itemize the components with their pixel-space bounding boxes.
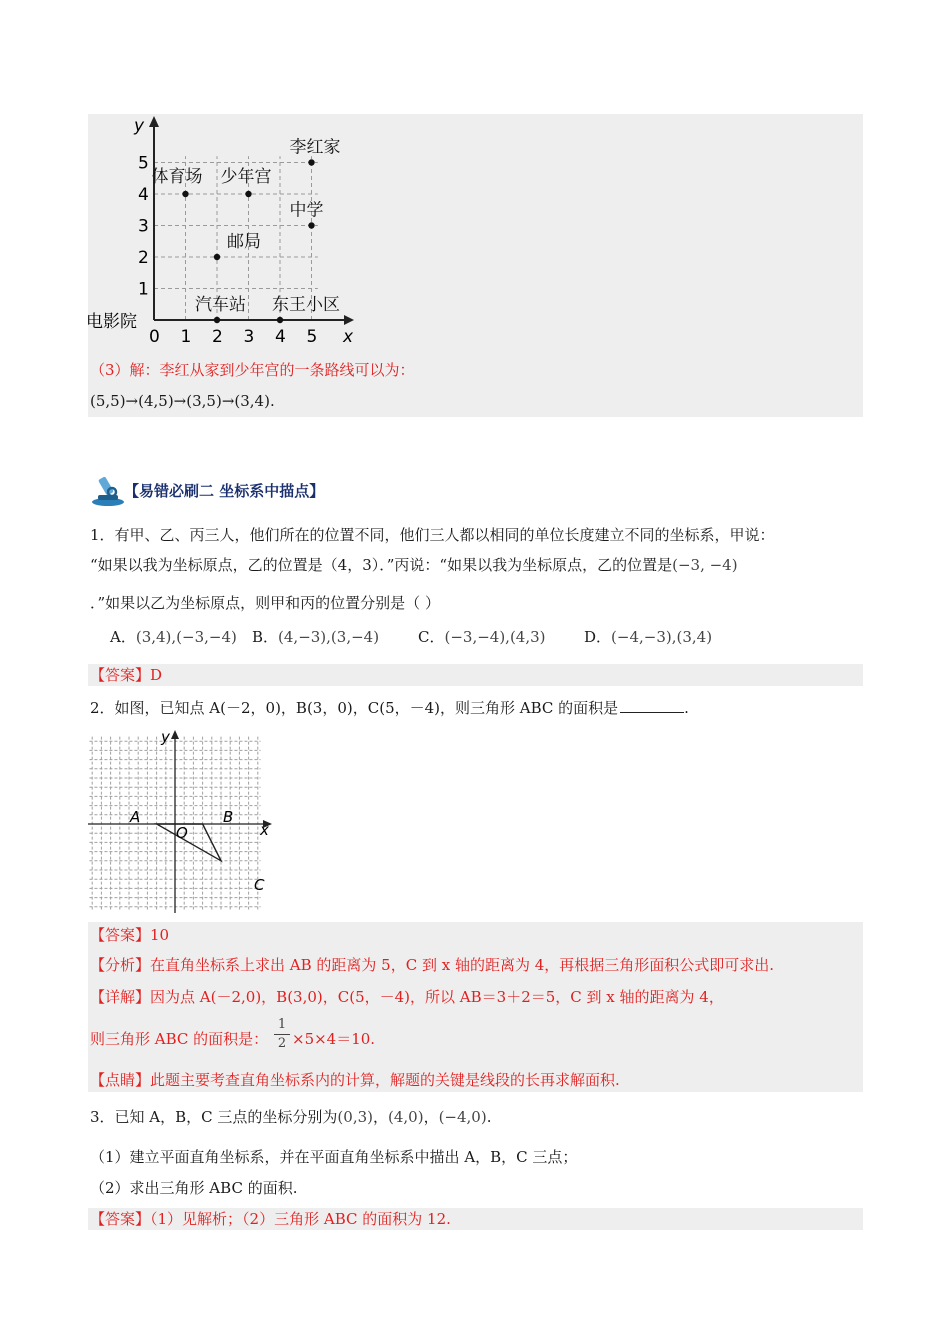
- q1-line2-math: (−3, −4): [672, 556, 738, 574]
- place-points: [152, 138, 341, 324]
- q2-detail-line2-post: ×5×4＝10.: [292, 1030, 376, 1048]
- route-math: (5,5)→(4,5)→(3,5)→(3,4): [90, 392, 270, 410]
- place-dot: [308, 159, 314, 165]
- place-label: 汽车站: [195, 295, 246, 315]
- analysis-text: 在直角坐标系上求出 AB 的距离为 5，C 到 x 轴的距离为 4，再根据三角形面积公式即可求出.: [150, 956, 775, 974]
- y-axis-arrow: [149, 116, 159, 127]
- q3-sep-1: ，: [372, 1108, 388, 1126]
- q3-stem: [90, 1106, 492, 1128]
- frac-denominator: 2: [277, 1036, 287, 1051]
- y-tick-label: 3: [138, 216, 149, 237]
- q3-sep-2: ，: [423, 1108, 439, 1126]
- q3-stem-end: .: [486, 1108, 492, 1126]
- answer-value: D: [150, 666, 163, 684]
- place-dot: [245, 191, 251, 197]
- microscope-icon: [90, 473, 126, 507]
- q2-stem: [90, 697, 689, 719]
- x-tick-label: 3: [243, 327, 255, 347]
- place-dot: [214, 317, 220, 323]
- q3-part2: （2）求出三角形 ABC 的面积.: [90, 1179, 298, 1197]
- q2-comment: [90, 1069, 620, 1091]
- q1-options: [110, 626, 850, 650]
- place-dot: [182, 191, 188, 197]
- section-header-2: 【易错必刷二 坐标系中描点】: [124, 482, 325, 500]
- analysis-tag: 【分析】: [90, 956, 151, 974]
- q1-line2: [90, 554, 738, 576]
- q2-detail-line2: [90, 1028, 268, 1050]
- q1-line1: 1．有甲、乙、丙三人，他们所在的位置不同，他们三人都以相同的单位长度建立不同的坐标系，甲说：: [90, 526, 775, 544]
- answer-value: （1）见解析；（2）三角形 ABC 的面积为 12.: [150, 1210, 451, 1228]
- x-tick-label: 5: [306, 327, 318, 347]
- place-label: 东王小区: [272, 295, 340, 315]
- q2-detail: [90, 986, 724, 1008]
- q3-stem-text: 3．已知 A，B，C 三点的坐标分别为: [90, 1108, 338, 1126]
- y-tick-label: 5: [138, 153, 149, 174]
- route-line: [90, 390, 275, 412]
- q2-stem-text: 2．如图，已知点 A(－2，0)，B(3，0)，C(5，－4)，则三角形 ABC 的面积是: [90, 699, 619, 717]
- q1-option-b[interactable]: [252, 626, 379, 648]
- answer-tag: 【答案】: [90, 666, 151, 684]
- q1-option-c[interactable]: [418, 626, 546, 648]
- q3-answer: [90, 1208, 451, 1230]
- place-label: 李红家: [289, 137, 341, 158]
- option-value: (3,4),(−3,−4): [135, 628, 237, 646]
- answer-tag: 【答案】: [90, 926, 151, 944]
- option-label: D．: [584, 628, 612, 646]
- place-dot: [214, 254, 220, 260]
- frac-numerator: 1: [277, 1017, 287, 1032]
- tri-point-a-label: A: [130, 808, 141, 826]
- place-dot: [277, 317, 283, 323]
- route-end: .: [269, 392, 275, 410]
- q2-analysis: [90, 954, 774, 976]
- tri-point-c-label: C: [254, 876, 265, 894]
- fraction-half: [274, 1017, 290, 1052]
- option-label: C．: [418, 628, 445, 646]
- q1-option-a[interactable]: [110, 626, 237, 648]
- y-tick-label: 1: [138, 279, 149, 300]
- tri-origin-label: O: [176, 824, 188, 842]
- q3-coord-b: (4,0): [388, 1108, 424, 1126]
- detail-text: 因为点 A(－2,0)，B(3,0)，C(5，－4)，所以 AB＝3＋2＝5，C 到 x 轴的距离为 4，: [150, 988, 724, 1006]
- triangle-figure: [86, 730, 276, 915]
- q1-line2-text: “如果以我为坐标原点，乙的位置是（4，3）．”丙说：“如果以我为坐标原点，乙的位置是: [90, 556, 673, 574]
- q1-option-d[interactable]: [584, 626, 712, 648]
- origin-label: 电影院: [86, 312, 137, 332]
- option-value: (4,−3),(3,−4): [278, 628, 380, 646]
- x-tick-labels: [149, 327, 317, 347]
- detail-tag: 【详解】: [90, 988, 151, 1006]
- tri-y-arrow: [171, 730, 179, 739]
- y-tick-labels: [138, 154, 149, 300]
- q1-answer-bar: [88, 664, 863, 686]
- q2-answer: [90, 924, 169, 946]
- q1-line3: ．”如果以乙为坐标原点，则甲和丙的位置分别是（ ）: [90, 594, 440, 612]
- q3-part1: （1）建立平面直角坐标系，并在平面直角坐标系中描出 A，B，C 三点；: [90, 1148, 578, 1166]
- q3-coord-c: (−4,0): [438, 1108, 487, 1126]
- option-value: (−4,−3),(3,4): [611, 628, 713, 646]
- y-tick-label: 4: [138, 185, 149, 205]
- place-label: 体育场: [151, 167, 203, 187]
- location-map-figure: [82, 110, 357, 350]
- x-tick-label: 4: [275, 327, 286, 347]
- x-axis-label: x: [343, 327, 354, 347]
- tri-y-label: y: [161, 730, 170, 746]
- comment-text: 此题主要考查直角坐标系内的计算，解题的关键是线段的长再求解面积.: [150, 1071, 620, 1089]
- x-tick-label: 0: [149, 327, 160, 347]
- option-label: A．: [110, 628, 136, 646]
- place-label: 中学: [289, 200, 324, 221]
- frac-bar: [274, 1034, 290, 1035]
- comment-tag: 【点睛】: [90, 1071, 151, 1089]
- tri-x-label: x: [260, 821, 269, 839]
- x-axis-arrow: [344, 315, 354, 325]
- place-label: 邮局: [227, 232, 261, 252]
- y-axis-label: y: [134, 116, 145, 136]
- option-value: (−3,−4),(4,3): [444, 628, 546, 646]
- y-tick-label: 2: [138, 248, 149, 268]
- x-tick-label: 2: [212, 327, 223, 347]
- q3-coord-a: (0,3): [337, 1108, 373, 1126]
- solution-text-3: （3）解：李红从家到少年宫的一条路线可以为：: [90, 361, 415, 379]
- place-dot: [308, 222, 314, 228]
- detail2-pre: 则三角形 ABC 的面积是：: [90, 1030, 269, 1048]
- q2-stem-end: .: [684, 699, 689, 717]
- place-label: 少年宫: [220, 167, 272, 187]
- tri-point-b-label: B: [223, 808, 234, 826]
- answer-tag: 【答案】: [90, 1210, 151, 1228]
- q1-answer: [90, 664, 162, 686]
- x-tick-label: 1: [180, 327, 192, 347]
- answer-blank[interactable]: [620, 698, 684, 713]
- answer-value: 10: [150, 926, 170, 944]
- option-label: B．: [252, 628, 279, 646]
